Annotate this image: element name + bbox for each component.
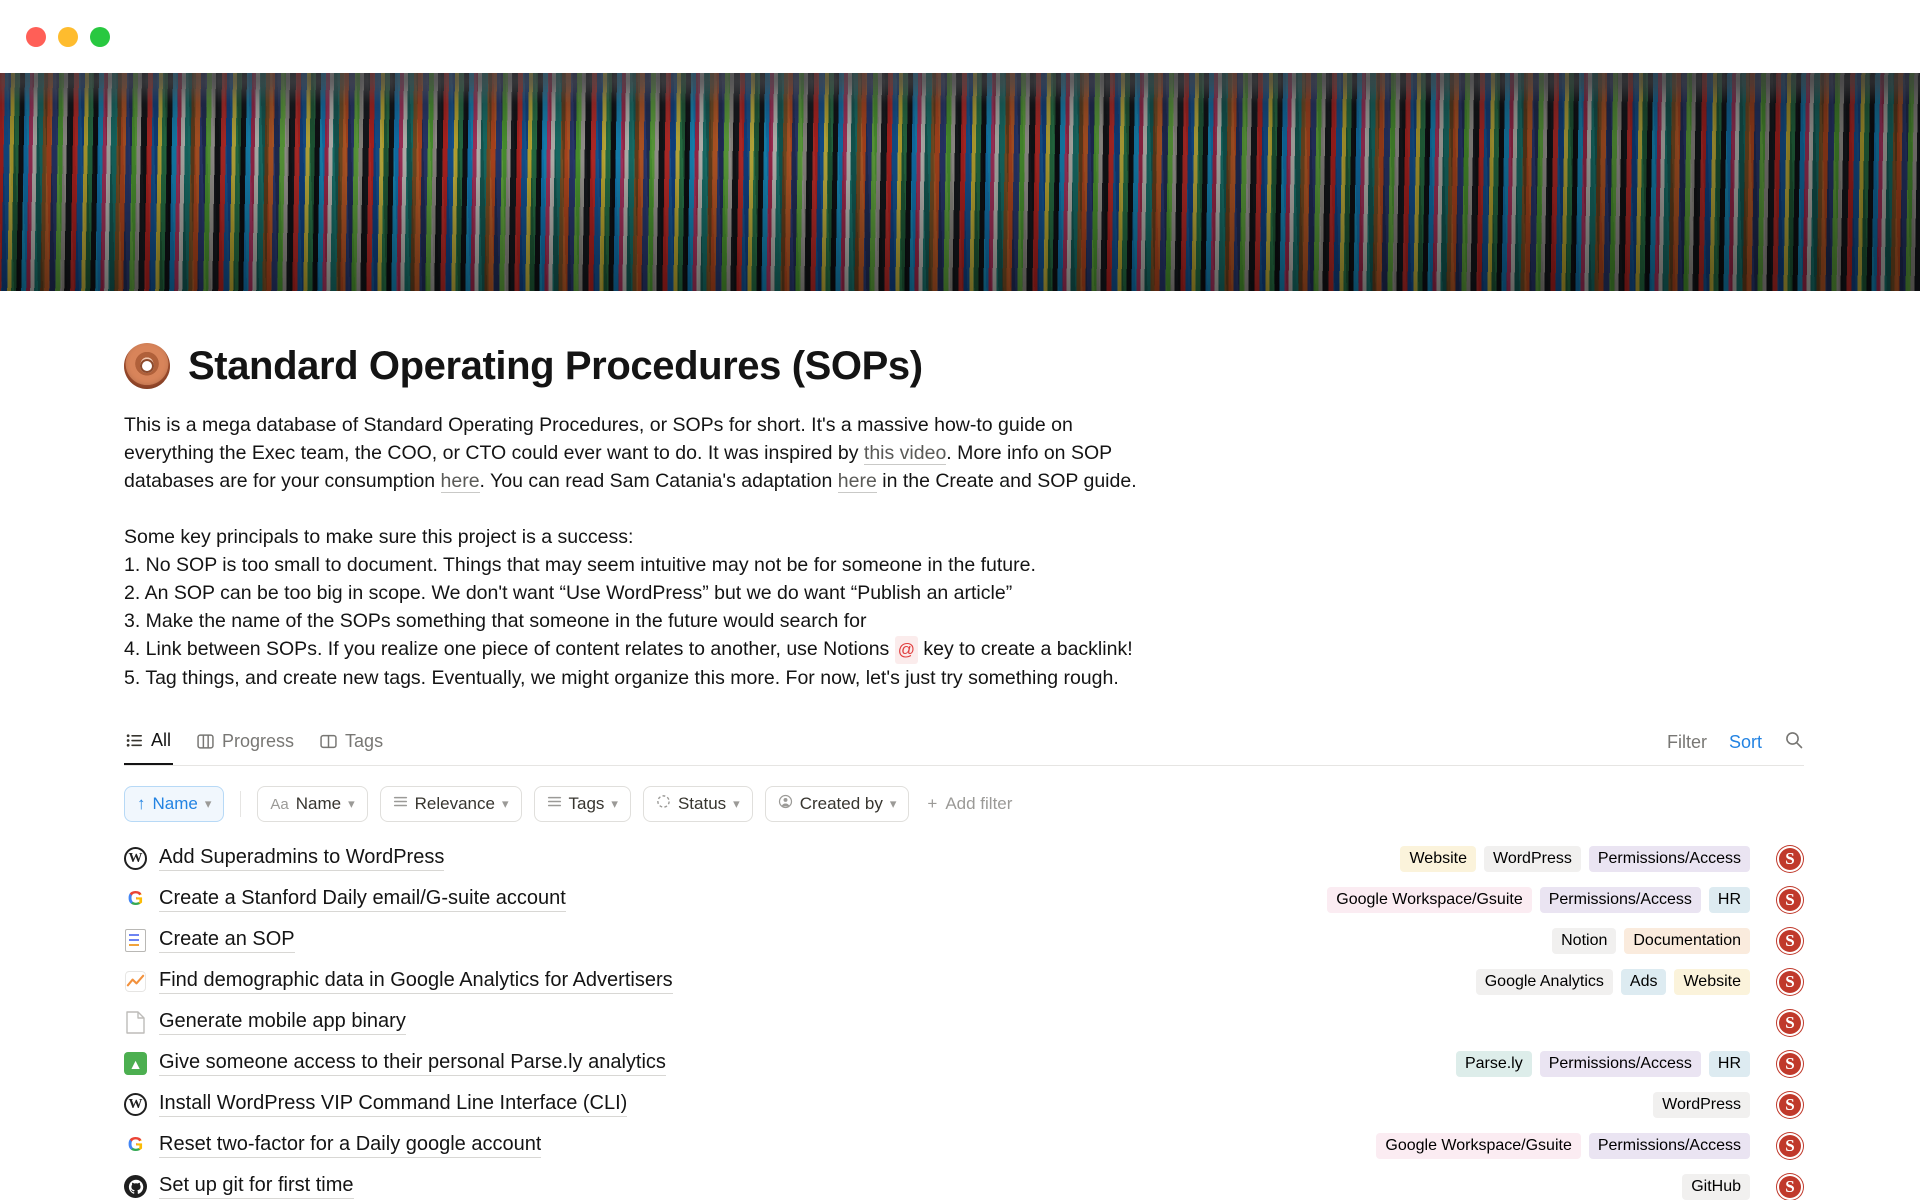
github-icon bbox=[124, 1175, 147, 1198]
tag[interactable]: WordPress bbox=[1484, 846, 1581, 872]
tab-tags-label: Tags bbox=[345, 731, 384, 751]
row-tags bbox=[1400, 846, 1750, 872]
table-row[interactable] bbox=[124, 1084, 1804, 1125]
document-icon bbox=[124, 1011, 147, 1034]
tag[interactable]: Ads bbox=[1621, 969, 1667, 995]
intro-text-4: in the Create and SOP guide. bbox=[876, 470, 1137, 492]
row-tags bbox=[1476, 969, 1750, 995]
parsely-icon: ▲ bbox=[124, 1052, 147, 1075]
chevron-down-icon: ▾ bbox=[611, 796, 618, 811]
status-icon bbox=[656, 794, 671, 814]
principle-item-2: 2. An SOP can be too big in scope. We don't want “Use WordPress” but we do want “Publish an article” bbox=[124, 582, 1013, 604]
tab-all-label: All bbox=[151, 730, 172, 750]
money-icon: S bbox=[1776, 968, 1804, 996]
table-row[interactable] bbox=[124, 1125, 1804, 1166]
filter-chip-status-label: Status bbox=[677, 794, 727, 813]
filter-bar bbox=[124, 786, 1344, 822]
multiselect-icon bbox=[393, 794, 408, 814]
plus-icon: + bbox=[927, 794, 938, 813]
database-rows bbox=[124, 838, 1795, 1200]
at-mention-icon: @ bbox=[895, 636, 918, 664]
row-title[interactable]: Install WordPress VIP Command Line Interface (CLI) bbox=[159, 1092, 627, 1117]
database-view-bar bbox=[124, 726, 1804, 766]
chevron-down-icon: ▾ bbox=[889, 796, 897, 811]
wordpress-icon: W bbox=[124, 1093, 147, 1116]
list-icon bbox=[126, 732, 143, 749]
sort-chip-label: Name bbox=[152, 794, 198, 813]
chevron-down-icon: ▾ bbox=[348, 796, 355, 811]
view-bar-actions bbox=[1667, 730, 1804, 765]
tag[interactable]: Notion bbox=[1552, 928, 1616, 954]
analytics-icon bbox=[124, 970, 147, 993]
table-row[interactable] bbox=[124, 879, 1804, 920]
sort-button[interactable]: Sort bbox=[1728, 732, 1762, 752]
tag[interactable]: Permissions/Access bbox=[1589, 1133, 1750, 1159]
add-filter-button[interactable] bbox=[921, 794, 1018, 814]
principles-lead: Some key principals to make sure this project is a success: bbox=[124, 526, 634, 548]
tag[interactable]: Permissions/Access bbox=[1540, 887, 1701, 913]
tag[interactable]: HR bbox=[1709, 1051, 1750, 1077]
money-icon: S bbox=[1776, 1091, 1804, 1119]
table-row[interactable] bbox=[124, 920, 1804, 961]
row-title[interactable]: Add Superadmins to WordPress bbox=[159, 846, 444, 871]
money-icon: S bbox=[1776, 886, 1804, 914]
traffic-lights bbox=[26, 27, 110, 47]
donut-icon[interactable] bbox=[124, 343, 170, 389]
row-title[interactable]: Create a Stanford Daily email/G-suite account bbox=[159, 887, 566, 912]
tag[interactable]: Website bbox=[1674, 969, 1750, 995]
table-row[interactable] bbox=[124, 838, 1804, 879]
wordpress-icon: W bbox=[124, 847, 147, 870]
tab-tags[interactable] bbox=[318, 727, 385, 764]
intro-link-this-video[interactable]: this video bbox=[863, 442, 947, 464]
tag[interactable]: Documentation bbox=[1624, 928, 1750, 954]
view-tabs bbox=[124, 726, 385, 765]
chevron-down-icon: ▾ bbox=[733, 796, 740, 811]
principle-item-1: 1. No SOP is too small to document. Things that may seem intuitive may not be for someone in the future. bbox=[124, 554, 1036, 576]
money-icon: S bbox=[1776, 1050, 1804, 1078]
filter-chip-name-label: Name bbox=[295, 794, 342, 813]
money-icon: S bbox=[1776, 1132, 1804, 1160]
money-icon: S bbox=[1776, 845, 1804, 873]
sort-chip-name[interactable] bbox=[124, 786, 224, 822]
row-tags bbox=[1682, 1174, 1750, 1200]
filter-chip-name[interactable] bbox=[257, 786, 367, 822]
chevron-down-icon: ▾ bbox=[204, 796, 212, 811]
gallery-icon bbox=[320, 733, 337, 750]
row-title[interactable]: Find demographic data in Google Analytics for Advertisers bbox=[159, 969, 673, 994]
tag[interactable]: Parse.ly bbox=[1456, 1051, 1532, 1077]
filter-chip-tags[interactable] bbox=[534, 786, 631, 822]
tag[interactable]: HR bbox=[1709, 887, 1750, 913]
tab-progress[interactable] bbox=[195, 727, 296, 764]
cover-vignette bbox=[0, 73, 1920, 291]
google-icon: G bbox=[124, 888, 147, 911]
row-title[interactable]: Reset two-factor for a Daily google account bbox=[159, 1133, 541, 1158]
page-intro-paragraph bbox=[124, 411, 1154, 495]
page-cover-image bbox=[0, 73, 1920, 291]
money-icon: S bbox=[1776, 927, 1804, 955]
row-tags bbox=[1327, 887, 1750, 913]
page-header bbox=[124, 343, 1344, 389]
intro-link-here-1[interactable]: here bbox=[440, 470, 480, 492]
principle-item-4 bbox=[124, 635, 1344, 664]
tag[interactable]: Google Workspace/Gsuite bbox=[1327, 887, 1531, 913]
row-tags bbox=[1456, 1051, 1750, 1077]
chevron-down-icon: ▾ bbox=[501, 796, 509, 811]
tab-all[interactable] bbox=[124, 726, 173, 765]
text-property-icon: Aa bbox=[270, 795, 289, 813]
filter-chip-tags-label: Tags bbox=[568, 794, 605, 813]
principle-4-suffix: key to create a backlink! bbox=[923, 638, 1133, 660]
search-icon[interactable] bbox=[1784, 730, 1804, 755]
intro-text-3: . You can read Sam Catania's adaptation bbox=[479, 470, 838, 492]
money-icon: S bbox=[1776, 1173, 1804, 1200]
add-filter-label: Add filter bbox=[945, 794, 1013, 813]
row-title[interactable]: Give someone access to their personal Parse.ly analytics bbox=[159, 1051, 666, 1076]
principle-4-text: 4. Link between SOPs. If you realize one piece of content relates to another, use Notions bbox=[124, 638, 890, 660]
intro-text-1: This is a mega database of Standard Operating Procedures, or SOPs for short. It's a massive how-to guide on everything the Exec team, the COO, or CTO could ever want to do. It was inspired by bbox=[124, 414, 1073, 464]
tag[interactable]: Website bbox=[1400, 846, 1476, 872]
minimize-window-button[interactable] bbox=[58, 27, 78, 47]
tag[interactable]: Permissions/Access bbox=[1540, 1051, 1701, 1077]
sort-ascending-icon: ↑ bbox=[137, 794, 146, 813]
window-title-bar bbox=[0, 0, 1920, 73]
row-tags bbox=[1376, 1133, 1750, 1159]
filter-chip-created-by-label: Created by bbox=[799, 794, 883, 813]
table-row[interactable] bbox=[124, 961, 1804, 1002]
table-row[interactable] bbox=[124, 1002, 1804, 1043]
row-title[interactable]: Generate mobile app binary bbox=[159, 1010, 406, 1035]
filter-chip-relevance[interactable] bbox=[380, 786, 522, 822]
table-row[interactable] bbox=[124, 1166, 1804, 1200]
page-content bbox=[0, 343, 1920, 1200]
row-tags bbox=[1552, 928, 1750, 954]
tab-progress-label: Progress bbox=[222, 731, 295, 751]
principle-item-3: 3. Make the name of the SOPs something that someone in the future would search for bbox=[124, 610, 867, 632]
row-tags bbox=[1653, 1092, 1750, 1118]
table-row[interactable] bbox=[124, 1043, 1804, 1084]
intro-link-here-2[interactable]: here bbox=[837, 470, 877, 492]
notion-doc-icon bbox=[124, 929, 147, 952]
board-icon bbox=[197, 733, 214, 750]
tag[interactable]: Google Analytics bbox=[1476, 969, 1613, 995]
close-window-button[interactable] bbox=[26, 27, 46, 47]
multiselect-icon bbox=[547, 794, 562, 814]
filter-button[interactable]: Filter bbox=[1666, 732, 1707, 752]
tag[interactable]: GitHub bbox=[1682, 1174, 1750, 1200]
filter-chip-relevance-label: Relevance bbox=[414, 794, 495, 813]
row-title[interactable]: Create an SOP bbox=[159, 928, 295, 953]
row-title[interactable]: Set up git for first time bbox=[159, 1174, 354, 1199]
principle-item-5: 5. Tag things, and create new tags. Eventually, we might organize this more. For now, let's just try something rough. bbox=[124, 667, 1119, 689]
person-icon bbox=[778, 794, 793, 814]
tag[interactable]: Google Workspace/Gsuite bbox=[1376, 1133, 1580, 1159]
google-icon: G bbox=[124, 1134, 147, 1157]
intro-text-2: . More info on SOP databases are for your consumption bbox=[124, 442, 1112, 492]
filter-divider bbox=[240, 791, 241, 817]
filter-chip-created-by[interactable] bbox=[765, 786, 910, 822]
tag[interactable]: WordPress bbox=[1653, 1092, 1750, 1118]
money-icon: S bbox=[1776, 1009, 1804, 1037]
page-title: Standard Operating Procedures (SOPs) bbox=[188, 344, 923, 388]
tag[interactable]: Permissions/Access bbox=[1589, 846, 1750, 872]
filter-chip-status[interactable] bbox=[643, 786, 753, 822]
zoom-window-button[interactable] bbox=[90, 27, 110, 47]
